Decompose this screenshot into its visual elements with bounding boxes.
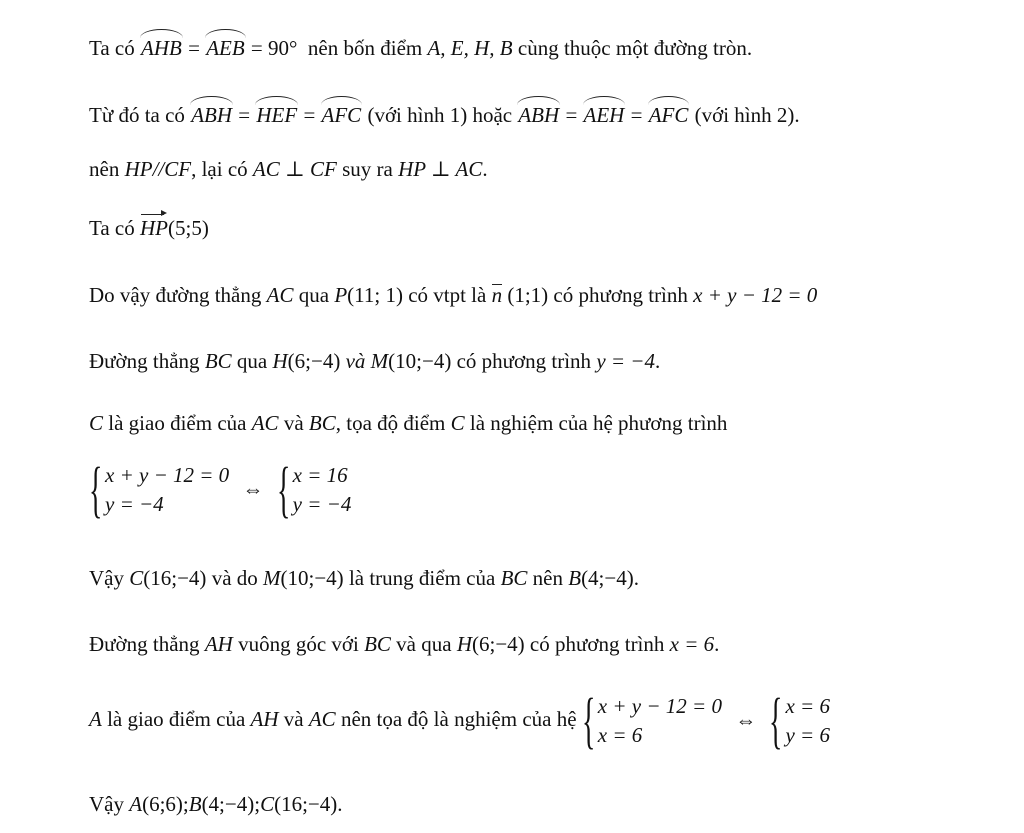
text: Ta có — [89, 216, 135, 240]
text: . — [714, 632, 720, 656]
equation-system — [276, 456, 352, 524]
equation: x + y − 12 = 0 — [105, 462, 230, 487]
equation: x = 6 — [597, 723, 643, 747]
math: (5;5) — [168, 216, 209, 240]
normal-vector: n — [491, 283, 503, 307]
math: (1;1) — [507, 283, 549, 307]
system-rows — [598, 693, 722, 749]
text: nên — [89, 157, 120, 181]
text: (với hình 1) hoặc — [367, 103, 513, 127]
text: Vậy — [89, 566, 124, 590]
math: (6;6); — [142, 792, 189, 816]
text: nên tọa độ là nghiệm của hệ — [340, 706, 577, 731]
text: nên — [532, 566, 563, 590]
math: C — [260, 792, 275, 816]
math: M — [263, 566, 281, 590]
text: là giao điểm của — [108, 411, 247, 435]
math: (10;−4) — [388, 349, 452, 373]
text: , lại có — [191, 157, 248, 181]
line-3 — [89, 157, 488, 182]
text: qua — [236, 349, 268, 373]
text: Vậy — [89, 792, 124, 816]
equation: x + y − 12 = 0 — [693, 283, 818, 307]
vector-hp: HP — [140, 216, 169, 240]
equation: x = 16 — [292, 462, 348, 487]
text: = — [238, 103, 251, 127]
system-rows — [105, 462, 229, 518]
math: (16;−4). — [274, 792, 343, 816]
text: là giao điểm của — [107, 706, 246, 731]
math: AC ⊥ CF — [252, 157, 337, 181]
math: AH — [250, 706, 279, 731]
angle-afc: AFC — [321, 103, 362, 127]
text: qua — [298, 283, 330, 307]
text: suy ra — [342, 157, 393, 181]
text: = — [303, 103, 316, 127]
math: (4;−4); — [201, 792, 261, 816]
math: C — [129, 566, 144, 590]
text: Ta có — [89, 36, 135, 60]
text: , tọa độ điểm — [335, 411, 446, 435]
line-2 — [89, 103, 800, 128]
angle-abh: ABH — [518, 103, 560, 127]
line-5 — [89, 283, 817, 308]
text: Từ đó ta có — [89, 103, 185, 127]
left-brace: { — [276, 456, 291, 524]
line-1 — [89, 36, 752, 61]
text: và qua — [396, 632, 452, 656]
points: A, E, H, B — [427, 36, 513, 60]
angle-ahb: AHB — [141, 36, 182, 60]
text: và — [345, 349, 366, 373]
text: vuông góc với — [238, 632, 359, 656]
text: . — [654, 349, 661, 373]
math: (10;−4) — [280, 566, 344, 590]
math: (11; 1) — [347, 283, 403, 307]
angle-abh: ABH — [191, 103, 233, 127]
text: Do vậy đường thẳng — [89, 283, 262, 307]
equation: x + y − 12 = 0 — [597, 693, 722, 718]
text: = — [565, 103, 578, 127]
text: có phương trình — [456, 349, 592, 373]
equation: x = 6 — [669, 632, 715, 656]
math: P — [334, 283, 348, 307]
equivalence-symbol: ⇔ — [242, 477, 264, 502]
text: và — [283, 411, 304, 435]
angle-hef: HEF — [256, 103, 298, 127]
text: = — [630, 103, 643, 127]
equation: y = 6 — [785, 723, 830, 747]
equation-system — [769, 687, 830, 755]
equation: y = −4 — [596, 349, 655, 373]
line-12 — [89, 792, 343, 817]
math: (6;−4) — [472, 632, 525, 656]
math: (6;−4) — [287, 349, 341, 373]
equation-system — [89, 456, 230, 524]
text: Đường thẳng — [89, 349, 200, 373]
text: là nghiệm của hệ phương trình — [469, 411, 728, 435]
math: AH — [204, 632, 233, 656]
math: BC — [500, 566, 528, 590]
math: BC — [204, 349, 232, 373]
equation: x = 6 — [785, 693, 830, 718]
math: C — [450, 411, 465, 435]
equation: y = −4 — [292, 492, 352, 516]
line-11 — [89, 687, 830, 755]
text: = 90° — [250, 36, 298, 60]
text: có phương trình — [529, 632, 665, 656]
math: B — [568, 566, 582, 590]
text: cùng thuộc một đường tròn. — [517, 36, 753, 60]
text: và — [283, 706, 304, 731]
equation-system — [581, 687, 722, 755]
line-6 — [89, 349, 660, 374]
angle-aeh: AEH — [583, 103, 625, 127]
system-rows — [785, 693, 830, 749]
text: và do — [211, 566, 258, 590]
math: HP ⊥ AC — [398, 157, 483, 181]
math: HP//CF — [124, 157, 192, 181]
text: . — [482, 157, 488, 181]
math: BC — [308, 411, 336, 435]
line-9 — [89, 566, 639, 591]
math: BC — [364, 632, 391, 656]
math: H — [456, 632, 472, 656]
math: B — [188, 792, 202, 816]
text: có vtpt là — [408, 283, 487, 307]
text: (với hình 2). — [694, 103, 800, 127]
line-4 — [89, 216, 209, 241]
text: Đường thẳng — [89, 632, 200, 656]
math: M — [370, 349, 389, 373]
equation: y = −4 — [105, 492, 164, 516]
text: = — [188, 36, 200, 60]
text: là trung điểm của — [348, 566, 496, 590]
line-7 — [89, 411, 727, 436]
left-brace: { — [581, 687, 596, 755]
math: AC — [308, 706, 336, 731]
math: H — [272, 349, 288, 373]
equivalence-symbol: ⇔ — [735, 708, 757, 733]
text: có phương trình — [553, 283, 688, 307]
math: AC — [251, 411, 279, 435]
system-1 — [89, 456, 352, 524]
math: C — [89, 411, 104, 435]
line-10 — [89, 632, 719, 657]
left-brace: { — [769, 687, 783, 755]
left-brace: { — [89, 456, 103, 524]
math: (4;−4). — [581, 566, 639, 590]
text: nên bốn điểm — [307, 36, 423, 60]
math: A — [89, 706, 102, 731]
math: (16;−4) — [143, 566, 207, 590]
system-rows — [293, 462, 352, 518]
math: AC — [266, 283, 294, 307]
angle-aeb: AEB — [206, 36, 245, 60]
math: A — [129, 792, 143, 816]
angle-afc: AFC — [648, 103, 689, 127]
